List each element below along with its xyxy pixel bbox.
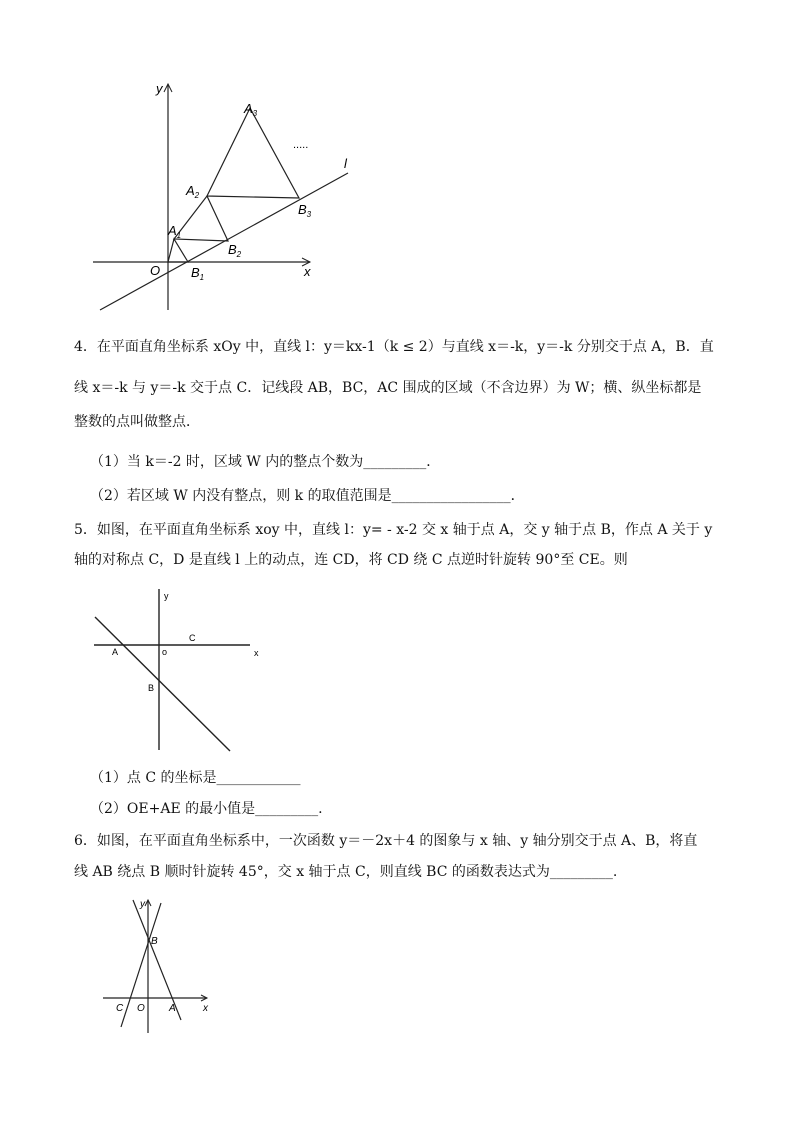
- q6-line-2: 线 AB 绕点 B 顺时针旋转 45°，交 x 轴于点 C，则直线 BC 的函数表达式为_________.: [74, 864, 618, 880]
- figure-triangles-diagram: [88, 78, 368, 318]
- q6-line-1: 6．如图，在平面直角坐标系中，一次函数 y＝－2x＋4 的图象与 x 轴、y 轴分别交于点 A、B，将直: [74, 833, 698, 849]
- x-axis-label: x: [304, 264, 311, 279]
- figure-q6-diagram: [95, 895, 220, 1040]
- point-a2-label: $A_2$: [186, 183, 200, 200]
- figure-q5-diagram: [88, 585, 268, 755]
- line-ab: [133, 900, 181, 1020]
- point-b3-label: $B_3$: [298, 202, 312, 219]
- point-c-label: C: [189, 633, 196, 643]
- point-c-label: C: [116, 1003, 124, 1014]
- y-axis-label: y: [140, 899, 145, 910]
- x-axis-label: x: [203, 1003, 208, 1014]
- ellipsis-dots: .....: [293, 139, 309, 151]
- origin-label: O: [150, 263, 161, 278]
- triangle-a2: [174, 196, 228, 241]
- point-b-label: B: [148, 683, 155, 693]
- y-axis-label: y: [156, 81, 163, 96]
- q5-part-1: （1）点 C 的坐标是____________: [90, 770, 301, 786]
- point-b2-label: $B_2$: [228, 242, 242, 259]
- q4-line-3: 整数的点叫做整点．: [74, 414, 200, 430]
- q5-line-2: 轴的对称点 C，D 是直线 l 上的动点，连 CD，将 CD 绕 C 点逆时针旋转 90°至 CE。则: [74, 552, 628, 568]
- q4-line-2: 线 x＝-k 与 y＝-k 交于点 C．记线段 AB，BC，AC 围成的区域（不含边界）为 W；横、纵坐标都是: [74, 380, 702, 396]
- y-axis-label: y: [164, 591, 169, 601]
- line-l: [95, 617, 230, 751]
- q4-part-1: （1）当 k＝-2 时，区域 W 内的整点个数为_________．: [90, 454, 441, 470]
- line-l: [100, 173, 348, 310]
- point-a3-label: $A_3$: [244, 101, 258, 118]
- triangle-a1: [168, 239, 188, 262]
- point-b1-label: $B_1$: [191, 265, 205, 282]
- origin-label: o: [162, 647, 168, 657]
- point-a1-label: $A_1$: [168, 223, 182, 240]
- point-b-label: B: [151, 936, 158, 947]
- q4-line-1: 4．在平面直角坐标系 xOy 中，直线 l：y＝kx-1（k ≤ 2）与直线 x＝-k，y＝-k 分别交于点 A，B．直: [74, 339, 714, 355]
- line-l-label: l: [344, 156, 347, 171]
- origin-label: O: [137, 1003, 145, 1014]
- q5-line-1: 5．如图，在平面直角坐标系 xoy 中，直线 l：y= - x-2 交 x 轴于点 A，交 y 轴于点 B，作点 A 关于 y: [74, 522, 713, 538]
- triangle-a3: [207, 108, 299, 198]
- point-a-label: A: [112, 647, 119, 657]
- q5-part-2: （2）OE+AE 的最小值是_________.: [90, 801, 323, 817]
- point-a-label: A: [169, 1003, 176, 1014]
- q4-part-2: （2）若区域 W 内没有整点，则 k 的取值范围是_________________．: [90, 488, 525, 504]
- x-axis-label: x: [254, 648, 259, 658]
